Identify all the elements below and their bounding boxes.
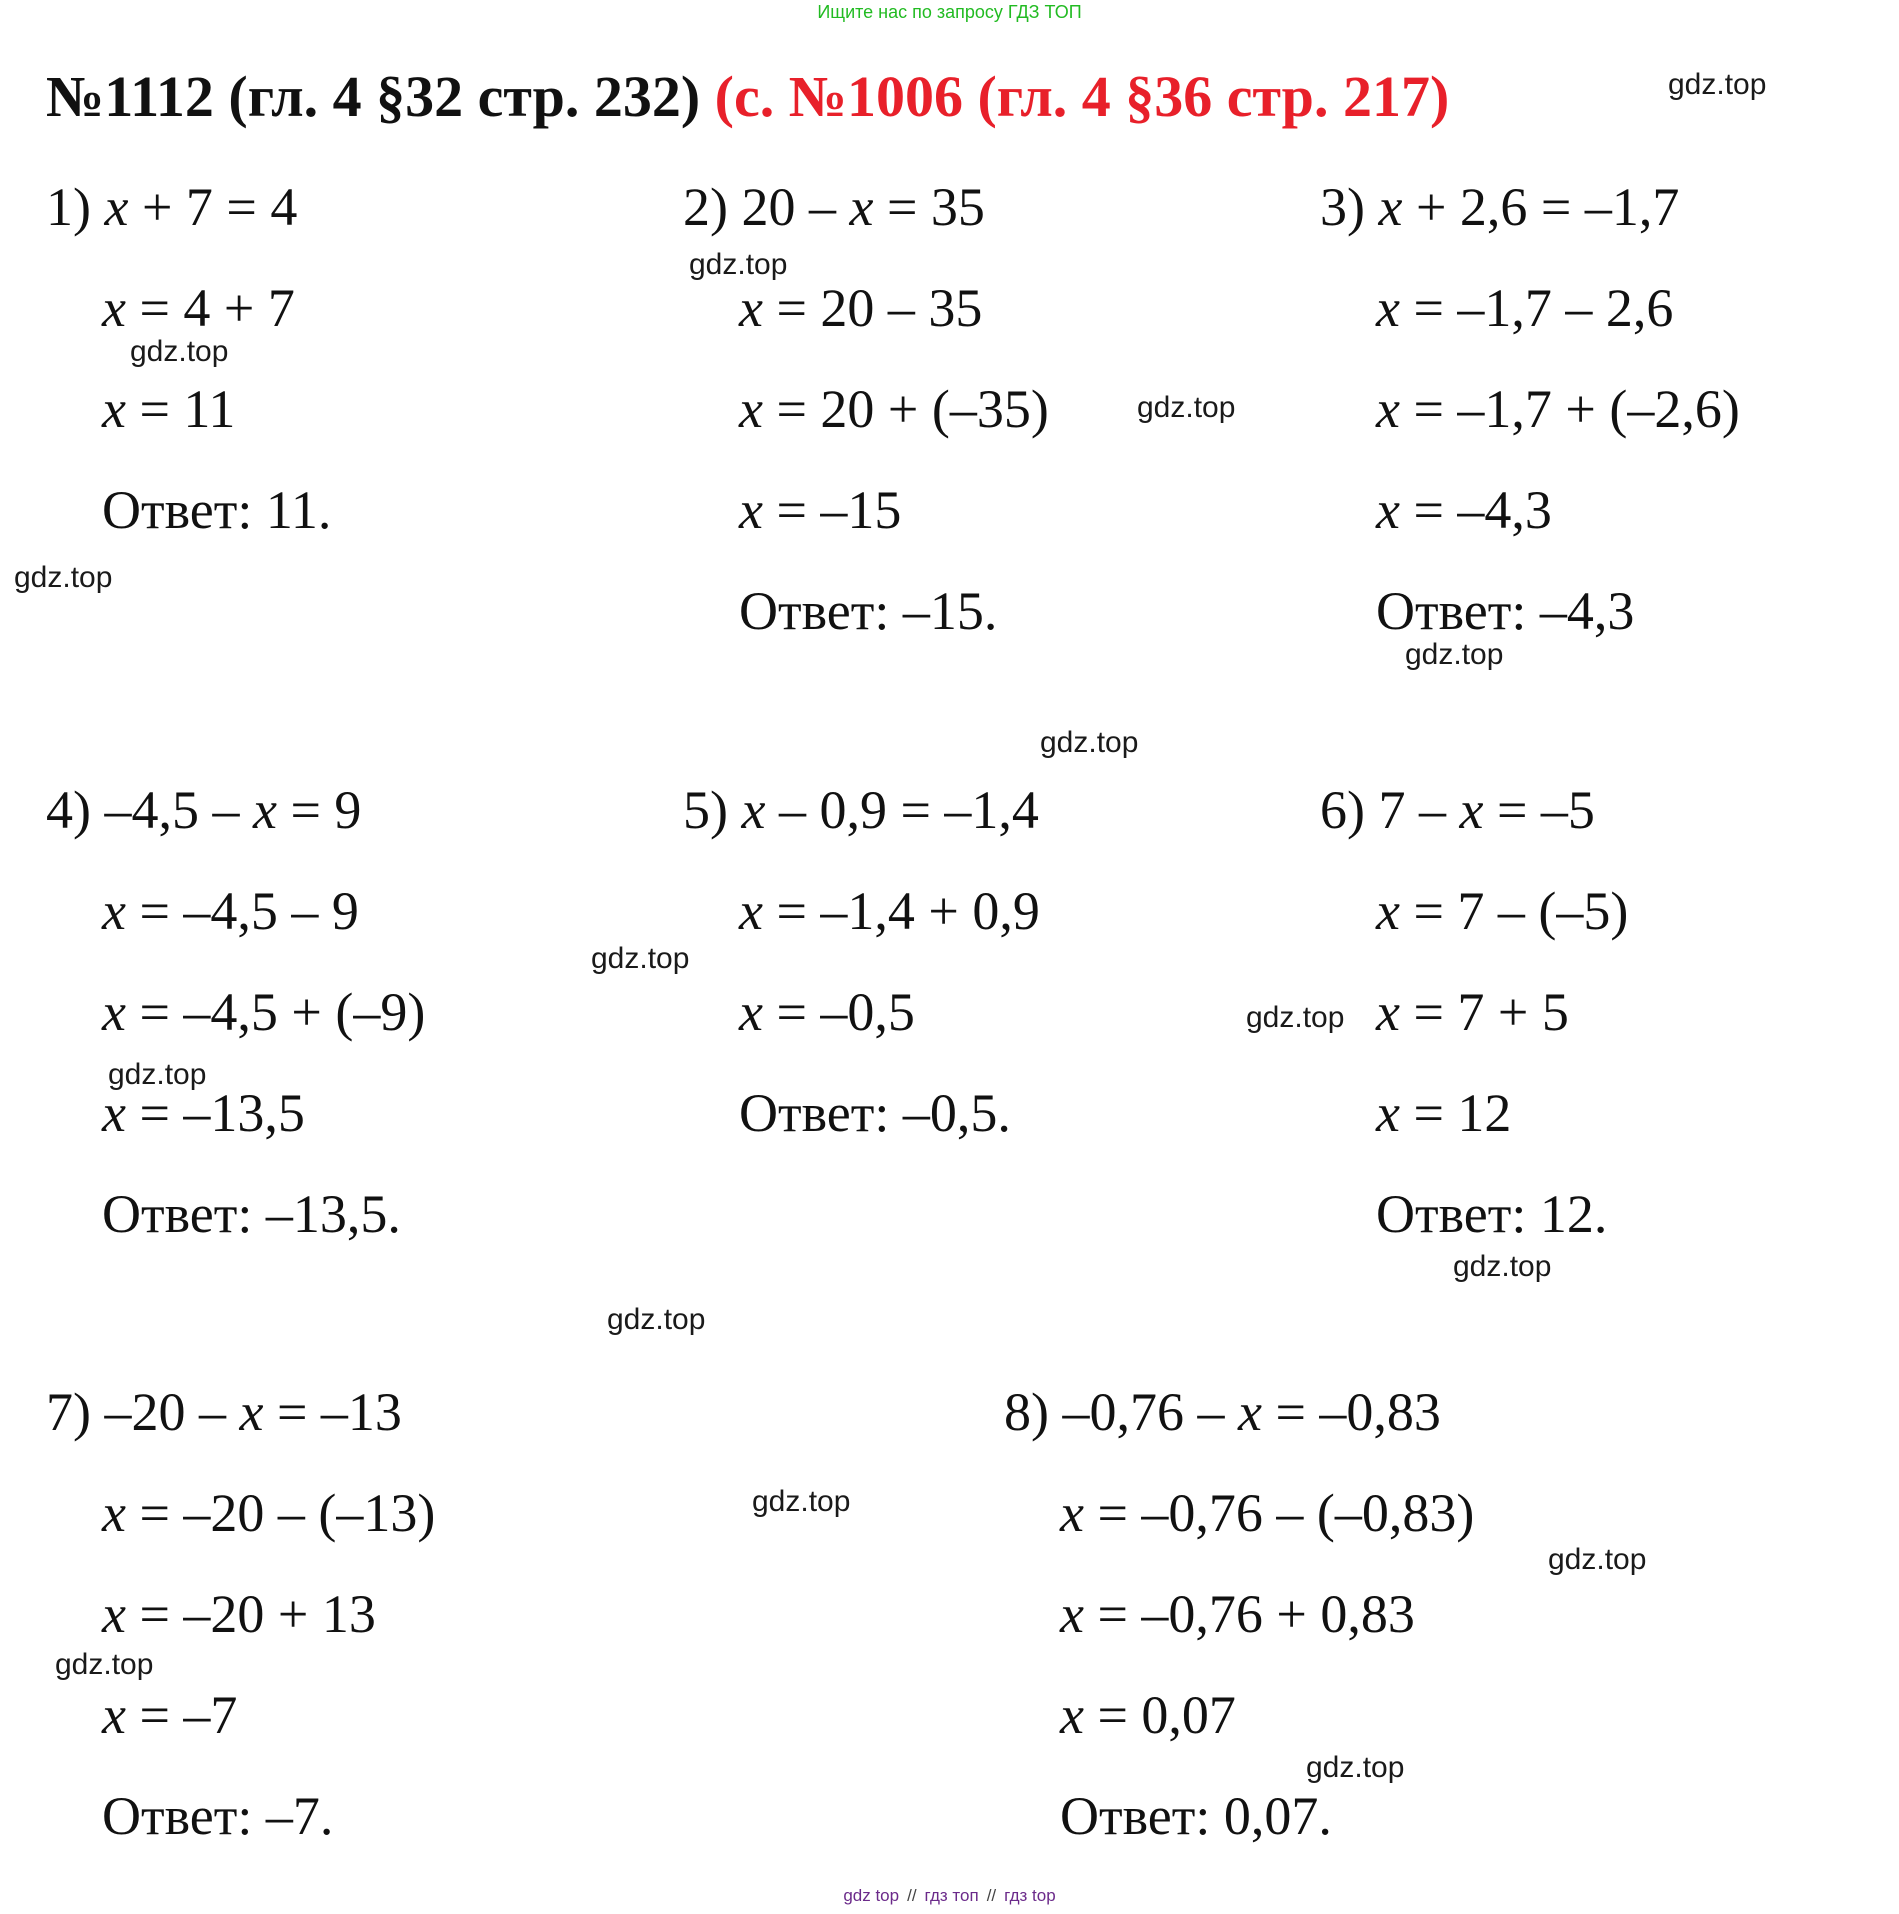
solution-step: x = –20 – (–13) [102, 1483, 436, 1543]
solution-step: x = 20 + (–35) [739, 379, 1049, 439]
footer-links [0, 1886, 1899, 1906]
variable-x: x [1376, 982, 1400, 1042]
answer: Ответ: –0,5. [739, 1083, 1011, 1143]
variable-x: x [1237, 1382, 1262, 1442]
footer-separator: // [986, 1886, 997, 1905]
solution-step: x = 20 – 35 [739, 278, 983, 338]
problem-label: 6) [1320, 780, 1379, 840]
variable-x: x [1459, 780, 1484, 840]
solution-step: x = –1,4 + 0,9 [739, 881, 1040, 941]
solution-step: x = –4,3 [1376, 480, 1552, 540]
problem-equation [683, 780, 1039, 840]
footer-separator: // [907, 1886, 917, 1905]
problem-label: 4) [46, 780, 105, 840]
variable-x: x [1378, 177, 1403, 237]
footer-link[interactable]: гдз топ [924, 1886, 979, 1905]
solution-step: x = –0,76 – (–0,83) [1060, 1483, 1475, 1543]
variable-x: x [1376, 278, 1400, 338]
variable-x: x [102, 982, 126, 1042]
page-title [46, 64, 1450, 129]
problem-equation [1320, 780, 1595, 840]
problem-equation [46, 780, 362, 840]
solution-step: x = –4,5 + (–9) [102, 982, 426, 1042]
variable-x: x [741, 780, 766, 840]
variable-x: x [1060, 1483, 1084, 1543]
title-alt-reference: (с. №1006 (гл. 4 §36 стр. 217) [714, 64, 1450, 129]
variable-x: x [1376, 480, 1400, 540]
watermark-text: gdz.top [1548, 1543, 1647, 1576]
answer: Ответ: 12. [1376, 1184, 1608, 1244]
problem-label: 2) [683, 177, 742, 237]
answer: Ответ: –4,3 [1376, 581, 1635, 641]
variable-x: x [1376, 1083, 1400, 1143]
equation-text: x + 7 = 4 [104, 177, 298, 237]
watermark-text: gdz.top [1040, 726, 1139, 759]
answer: Ответ: 0,07. [1060, 1786, 1332, 1846]
equation-text: –20 – x = –13 [104, 1382, 402, 1442]
watermark-text: gdz.top [1405, 638, 1504, 671]
variable-x: x [739, 379, 763, 439]
watermark-text: gdz.top [130, 335, 229, 368]
solution-step: x = 7 – (–5) [1376, 881, 1629, 941]
top-search-banner: Ищите нас по запросу ГДЗ ТОП [817, 2, 1082, 22]
solution-step: x = –7 [102, 1685, 238, 1745]
variable-x: x [102, 881, 126, 941]
watermark-text: gdz.top [55, 1648, 154, 1681]
solution-step: x = 4 + 7 [102, 278, 295, 338]
problem-label: 3) [1320, 177, 1379, 237]
equation-text: x – 0,9 = –1,4 [741, 780, 1039, 840]
watermark-text: gdz.top [1453, 1250, 1552, 1283]
variable-x: x [739, 278, 763, 338]
problem-label: 7) [46, 1382, 105, 1442]
watermark-text: gdz.top [1306, 1751, 1405, 1784]
problem-equation [1320, 177, 1680, 237]
solution-step: x = –0,76 + 0,83 [1060, 1584, 1415, 1644]
variable-x: x [1060, 1584, 1084, 1644]
watermark-text: gdz.top [1668, 68, 1767, 101]
solution-step: x = –13,5 [102, 1083, 305, 1143]
watermark-text: gdz.top [591, 942, 690, 975]
variable-x: x [849, 177, 874, 237]
variable-x: x [102, 379, 126, 439]
problem-equation [1004, 1382, 1441, 1442]
solution-step: x = –1,7 – 2,6 [1376, 278, 1674, 338]
problem-label: 1) [46, 177, 105, 237]
variable-x: x [102, 1083, 126, 1143]
variable-x: x [739, 480, 763, 540]
footer-link[interactable]: gdz top [843, 1886, 900, 1905]
problem-equation [683, 177, 985, 237]
answer: Ответ: –13,5. [102, 1184, 401, 1244]
variable-x: x [102, 1584, 126, 1644]
problem-equation [46, 177, 298, 237]
watermark-text: gdz.top [607, 1303, 706, 1336]
footer-link[interactable]: гдз top [1004, 1886, 1056, 1905]
variable-x: x [252, 780, 277, 840]
variable-x: x [1376, 881, 1400, 941]
variable-x: x [102, 278, 126, 338]
solution-step: x = –15 [739, 480, 902, 540]
solution-step: x = –0,5 [739, 982, 915, 1042]
variable-x: x [739, 982, 763, 1042]
watermark-text: gdz.top [1137, 391, 1236, 424]
problem-label: 5) [683, 780, 742, 840]
problem-label: 8) [1004, 1382, 1063, 1442]
equation-text: 20 – x = 35 [741, 177, 985, 237]
watermark-text: gdz.top [752, 1485, 851, 1518]
solution-step: x = –1,7 + (–2,6) [1376, 379, 1740, 439]
solution-step: x = 7 + 5 [1376, 982, 1569, 1042]
variable-x: x [102, 1685, 126, 1745]
equation-text: –4,5 – x = 9 [104, 780, 362, 840]
solution-step: x = 12 [1376, 1083, 1512, 1143]
watermark-text: gdz.top [14, 561, 113, 594]
watermark-text: gdz.top [108, 1058, 207, 1091]
variable-x: x [102, 1483, 126, 1543]
equation-text: –0,76 – x = –0,83 [1062, 1382, 1441, 1442]
variable-x: x [739, 881, 763, 941]
answer: Ответ: 11. [102, 480, 332, 540]
variable-x: x [1376, 379, 1400, 439]
variable-x: x [104, 177, 129, 237]
variable-x: x [239, 1382, 264, 1442]
solution-step: x = 0,07 [1060, 1685, 1236, 1745]
watermark-text: gdz.top [689, 248, 788, 281]
watermark-text: gdz.top [1246, 1001, 1345, 1034]
equation-text: 7 – x = –5 [1378, 780, 1595, 840]
equation-text: x + 2,6 = –1,7 [1378, 177, 1680, 237]
answer: Ответ: –15. [739, 581, 998, 641]
answer: Ответ: –7. [102, 1786, 334, 1846]
solution-step: x = –20 + 13 [102, 1584, 376, 1644]
solution-step: x = 11 [102, 379, 236, 439]
solution-step: x = –4,5 – 9 [102, 881, 359, 941]
title-main: №1112 (гл. 4 §32 стр. 232) [46, 64, 701, 129]
variable-x: x [1060, 1685, 1084, 1745]
problem-equation [46, 1382, 402, 1442]
